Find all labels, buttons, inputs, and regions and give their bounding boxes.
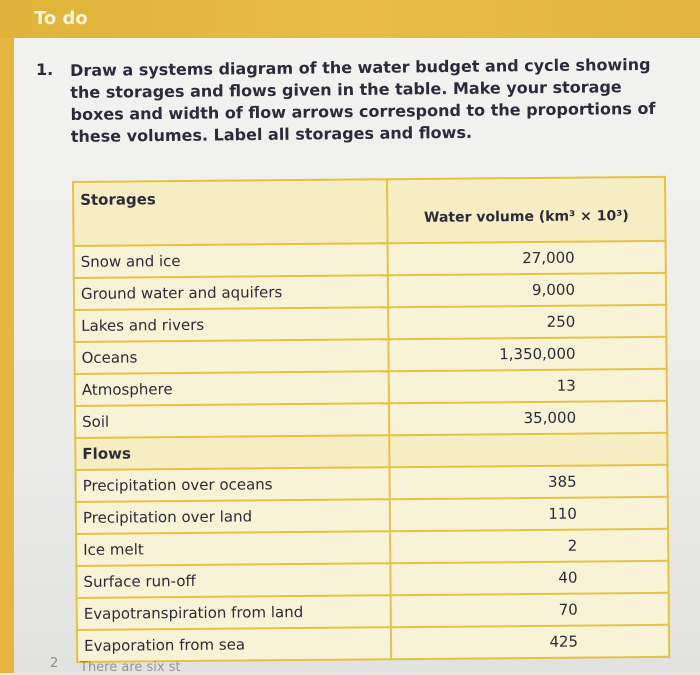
- flow-value: 40: [390, 561, 668, 595]
- next-question-number: 2: [50, 656, 59, 671]
- storage-label: Lakes and rivers: [74, 307, 388, 342]
- flow-label: Ice melt: [76, 531, 390, 566]
- storage-label: Atmosphere: [75, 371, 389, 406]
- storage-value: 35,000: [389, 401, 667, 435]
- flows-header-blank: [389, 433, 667, 467]
- table-row: [76, 465, 668, 502]
- header-bar: [0, 0, 700, 38]
- margin-strip: [0, 38, 14, 673]
- flow-value: 385: [390, 465, 668, 499]
- table-row: [74, 241, 666, 278]
- data-table: [72, 176, 670, 663]
- storage-label: Oceans: [74, 339, 388, 374]
- flow-value: 110: [390, 497, 668, 531]
- question-number: 1.: [36, 60, 54, 79]
- flow-label: Surface run-off: [76, 563, 390, 598]
- flow-value: 425: [391, 625, 669, 659]
- table-row: [76, 529, 668, 566]
- flow-label: Evapotranspiration from land: [77, 595, 391, 630]
- water-volume-header: Water volume (km³ × 10³): [387, 177, 666, 243]
- table-row: [74, 273, 666, 310]
- table-row: [75, 401, 667, 438]
- table-row: [76, 497, 668, 534]
- storage-value: 9,000: [388, 273, 666, 307]
- header-title: To do: [34, 8, 88, 29]
- storage-value: 250: [388, 305, 666, 339]
- flows-header: Flows: [75, 435, 389, 470]
- question-text: Draw a systems diagram of the water budget and cycle showing the storages and flows given in the table. Make your storage boxes and width of flow arrows correspond to the proportions of these volumes. Label all storages and flows.: [70, 54, 656, 146]
- storage-label: Snow and ice: [74, 243, 388, 278]
- storage-value: 27,000: [388, 241, 666, 275]
- storage-value: 1,350,000: [388, 337, 666, 371]
- water-volume-table: [72, 176, 670, 657]
- table-row: [74, 337, 666, 374]
- flow-label: Precipitation over oceans: [76, 467, 390, 502]
- flow-value: 2: [390, 529, 668, 563]
- storage-label: Soil: [75, 403, 389, 438]
- table-row: [77, 593, 669, 630]
- table-row: [74, 305, 666, 342]
- table-row: [77, 625, 669, 662]
- table-row: [75, 369, 667, 406]
- flow-label: Precipitation over land: [76, 499, 390, 534]
- flows-section-row: [75, 433, 667, 470]
- next-question-text: There are six st: [80, 660, 181, 675]
- flow-value: 70: [391, 593, 669, 627]
- flow-label: Evaporation from sea: [77, 627, 391, 662]
- table-header-row: [73, 177, 666, 246]
- storages-header: Storages: [73, 179, 388, 246]
- storage-label: Ground water and aquifers: [74, 275, 388, 310]
- storage-value: 13: [389, 369, 667, 403]
- table-row: [76, 561, 668, 598]
